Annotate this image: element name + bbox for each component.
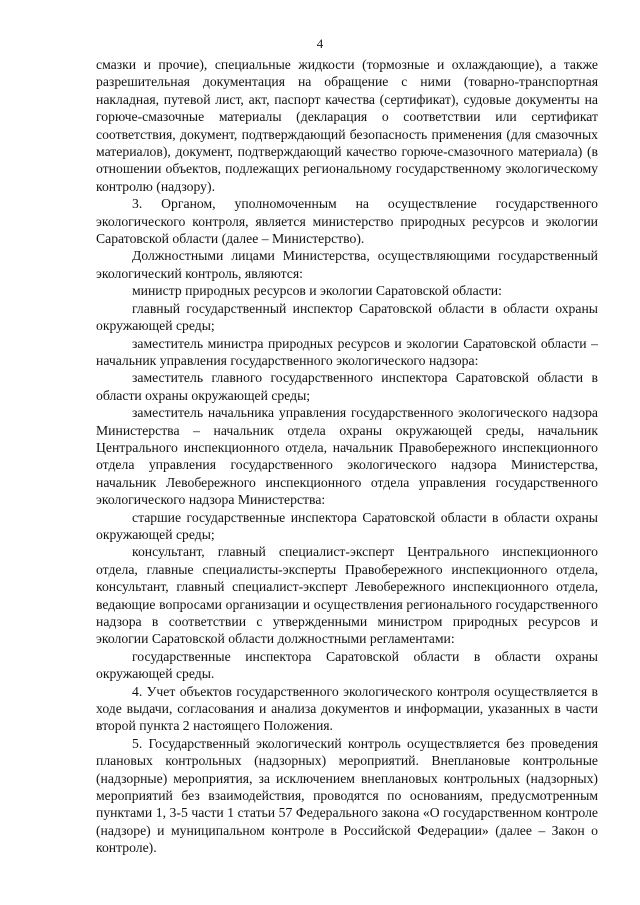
paragraph: заместитель начальника управления государственного экологического надзора Министерства – начальник отдела охраны окружающей среды, начальник Центрального инспекционного отдела, начальник Правобережного инспекционного отдела управления государственного экологического надзора Министерства, начальник Левобережного инспекционного отдела управления государственного экологического надзора Министерства:: [96, 405, 598, 508]
paragraph: заместитель главного государственного инспектора Саратовской области в области охраны окружающей среды;: [96, 370, 598, 403]
paragraph: 4. Учет объектов государственного экологического контроля осуществляется в ходе выдачи, согласования и анализа документов и информации, указанных в части второй пункта 2 настоящего Положения.: [96, 683, 598, 734]
paragraph: министр природных ресурсов и экологии Саратовской области:: [132, 283, 502, 299]
paragraph: главный государственный инспектор Саратовской области в области охраны окружающей среды;: [96, 300, 598, 334]
page-number: 4: [316, 36, 324, 51]
paragraph: смазки и прочие), специальные жидкости (тормозные и охлаждающие), а также разрешительная документация на обращение с ними (товарно-транспортная накладная, путевой лист, акт, паспорт качества (сертификат), судовые документы на горюче-смазочные материалы (декларация о соответствии или сертификат соответствия, документ, подтверждающий безопасность применения (для смазочных материалов), документ, подтверждающий качество горюче-смазочного материала) (в отношении объектов, подлежащих региональному государственному экологическому контролю (надзору).: [96, 57, 598, 194]
paragraph: заместитель министра природных ресурсов и экологии Саратовской области – начальник управления государственного экологического надзора:: [96, 335, 598, 368]
paragraph: 3. Органом, уполномоченным на осуществление государственного экологического контроля, является министерство природных ресурсов и экологии Саратовской области (далее – Министерство).: [96, 196, 598, 247]
paragraph: государственные инспектора Саратовской области в области охраны окружающей среды.: [96, 648, 598, 682]
paragraph: консультант, главный специалист-эксперт Центрального инспекционного отдела, главные специалисты-эксперты Правобережного инспекционного отдела, консультант, главный специалист-эксперт Левобережного инспекционного отдела, ведающие вопросами организации и осуществления регионального государственного надзора в соответствии с утвержденными министром природных ресурсов и экологии Саратовской области должностными регламентами:: [96, 544, 598, 647]
paragraph: Должностными лицами Министерства, осуществляющими государственный экологический контроль, являются:: [96, 248, 598, 281]
paragraph: 5. Государственный экологический контроль осуществляется без проведения плановых контрольных (надзорных) мероприятий. Внеплановые контрольные (надзорные) мероприятия, за исключением внеплановых контрольных (надзорных) мероприятий без взаимодействия, проводятся по основаниям, предусмотренным пунктами 1, 3-5 части 1 статьи 57 Федерального закона «О государственном контроле (надзоре) и муниципальном контроле в Российской Федерации» (далее – Закон о контроле).: [96, 735, 598, 856]
document-body: [96, 56, 598, 857]
paragraph: старшие государственные инспектора Саратовской области в области охраны окружающей среды;: [96, 509, 598, 542]
